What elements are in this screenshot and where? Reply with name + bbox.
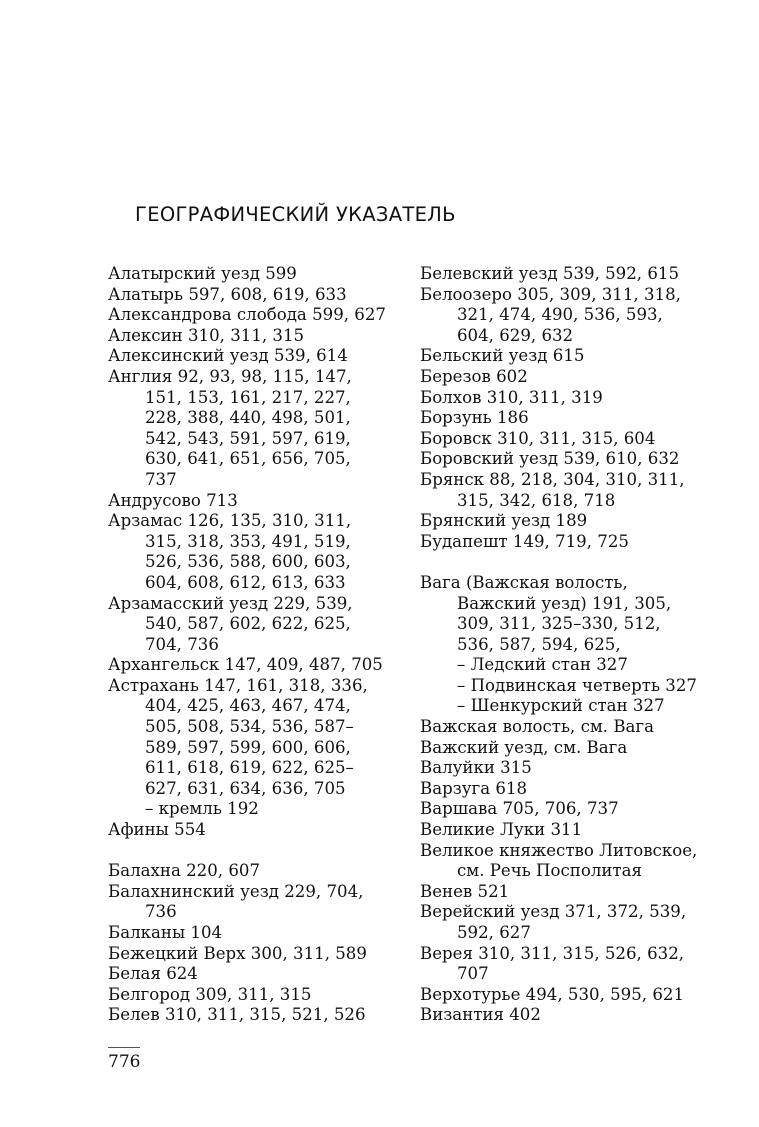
index-entry: Алатырь 597, 608, 619, 633 xyxy=(108,284,347,304)
index-entry: Андрусово 713 xyxy=(108,490,238,510)
index-column-right xyxy=(420,264,740,1026)
index-entry: Великие Луки 311 xyxy=(420,820,583,840)
index-entry: Валуйки 315 xyxy=(420,758,532,778)
index-entry-continuation: 737 xyxy=(145,469,177,489)
index-entry: Бельский уезд 615 xyxy=(420,346,585,366)
page-number: 776 xyxy=(108,1052,141,1072)
index-entry: Архангельск 147, 409, 487, 705 xyxy=(108,655,383,675)
index-entry: Брянск 88, 218, 304, 310, 311, xyxy=(420,469,685,489)
index-entry-continuation: Важский уезд) 191, 305, xyxy=(457,593,672,613)
index-entry-continuation: 228, 388, 440, 498, 501, xyxy=(145,408,351,428)
index-entry: Балахна 220, 607 xyxy=(108,861,261,881)
index-entry-continuation: 309, 311, 325–330, 512, xyxy=(457,614,661,634)
index-entry-continuation: 611, 618, 619, 622, 625– xyxy=(145,758,354,778)
index-entry: Англия 92, 93, 98, 115, 147, xyxy=(108,366,352,386)
index-entry: Белев 310, 311, 315, 521, 526 xyxy=(108,1005,366,1025)
index-entry-continuation: 321, 474, 490, 536, 593, xyxy=(457,305,663,325)
index-column-left xyxy=(108,264,408,1026)
index-entry: Александрова слобода 599, 627 xyxy=(108,305,386,325)
index-entry: Алексинский уезд 539, 614 xyxy=(108,346,348,366)
index-entry: Борзунь 186 xyxy=(420,408,529,428)
index-subentry: – кремль 192 xyxy=(145,799,259,819)
index-entry-continuation: 589, 597, 599, 600, 606, xyxy=(145,737,351,757)
index-entry-continuation: 505, 508, 534, 536, 587– xyxy=(145,717,354,737)
index-entry: Алатырский уезд 599 xyxy=(108,264,297,283)
page-title: ГЕОГРАФИЧЕСКИЙ УКАЗАТЕЛЬ xyxy=(135,203,456,226)
index-entry: Балахнинский уезд 229, 704, xyxy=(108,881,364,901)
index-subentry: – Шенкурский стан 327 xyxy=(457,696,665,716)
index-entry: Верхотурье 494, 530, 595, 621 xyxy=(420,984,685,1004)
index-entry: Арзамасский уезд 229, 539, xyxy=(108,593,353,613)
section-gap xyxy=(420,552,740,573)
index-entry-continuation: 604, 629, 632 xyxy=(457,325,574,345)
index-entry-continuation: 315, 342, 618, 718 xyxy=(457,490,616,510)
index-entry-continuation: 627, 631, 634, 636, 705 xyxy=(145,778,346,798)
index-entry: Боровский уезд 539, 610, 632 xyxy=(420,449,680,469)
index-subentry: – Ледский стан 327 xyxy=(457,655,628,675)
index-entry-continuation: 542, 543, 591, 597, 619, xyxy=(145,428,351,448)
index-entry: Афины 554 xyxy=(108,820,206,840)
index-entry: Белая 624 xyxy=(108,964,198,984)
index-entry: Боровск 310, 311, 315, 604 xyxy=(420,428,656,448)
index-entry: Важский уезд, см. Вага xyxy=(420,737,628,757)
index-entry: Белевский уезд 539, 592, 615 xyxy=(420,264,680,283)
index-entry: Вага (Важская волость, xyxy=(420,572,628,592)
index-entry: Арзамас 126, 135, 310, 311, xyxy=(108,511,352,531)
index-entry: Болхов 310, 311, 319 xyxy=(420,387,603,407)
index-entry: Брянский уезд 189 xyxy=(420,511,588,531)
index-entry: Алексин 310, 311, 315 xyxy=(108,325,305,345)
index-entry-continuation: 592, 627 xyxy=(457,923,531,942)
index-entry-continuation: 704, 736 xyxy=(145,634,219,654)
index-entry: Астрахань 147, 161, 318, 336, xyxy=(108,675,368,695)
index-entry: Венев 521 xyxy=(420,881,510,901)
index-entry: Белоозеро 305, 309, 311, 318, xyxy=(420,284,681,304)
index-entry: Верейский уезд 371, 372, 539, xyxy=(420,902,687,922)
index-entry-continuation: 536, 587, 594, 625, xyxy=(457,634,621,654)
index-entry: Будапешт 149, 719, 725 xyxy=(420,531,629,551)
index-entry: Варзуга 618 xyxy=(420,778,528,798)
footer-rule xyxy=(108,1047,140,1048)
index-subentry: – Подвинская четверть 327 xyxy=(457,675,697,695)
index-entry-continuation: 151, 153, 161, 217, 227, xyxy=(145,387,351,407)
index-entry: Белгород 309, 311, 315 xyxy=(108,984,312,1004)
index-entry-continuation: 404, 425, 463, 467, 474, xyxy=(145,696,351,716)
index-entry-continuation: 315, 318, 353, 491, 519, xyxy=(145,531,351,551)
index-entry: Византия 402 xyxy=(420,1005,541,1025)
index-entry-continuation: 604, 608, 612, 613, 633 xyxy=(145,572,346,592)
index-entry-continuation: 736 xyxy=(145,902,177,922)
index-entry: Березов 602 xyxy=(420,366,528,386)
index-entry: Бежецкий Верх 300, 311, 589 xyxy=(108,943,367,963)
index-entry: Варшава 705, 706, 737 xyxy=(420,799,619,819)
section-gap xyxy=(108,841,408,862)
index-entry-continuation: 630, 641, 651, 656, 705, xyxy=(145,449,351,469)
index-entry: Великое княжество Литовское, xyxy=(420,840,698,860)
index-entry-continuation: 526, 536, 588, 600, 603, xyxy=(145,552,351,572)
index-entry: Балканы 104 xyxy=(108,923,223,942)
index-entry: Важская волость, см. Вага xyxy=(420,717,654,737)
index-entry-continuation: 707 xyxy=(457,964,489,984)
index-entry-continuation: см. Речь Посполитая xyxy=(457,861,642,881)
index-entry-continuation: 540, 587, 602, 622, 625, xyxy=(145,614,351,634)
index-entry: Верея 310, 311, 315, 526, 632, xyxy=(420,943,685,963)
